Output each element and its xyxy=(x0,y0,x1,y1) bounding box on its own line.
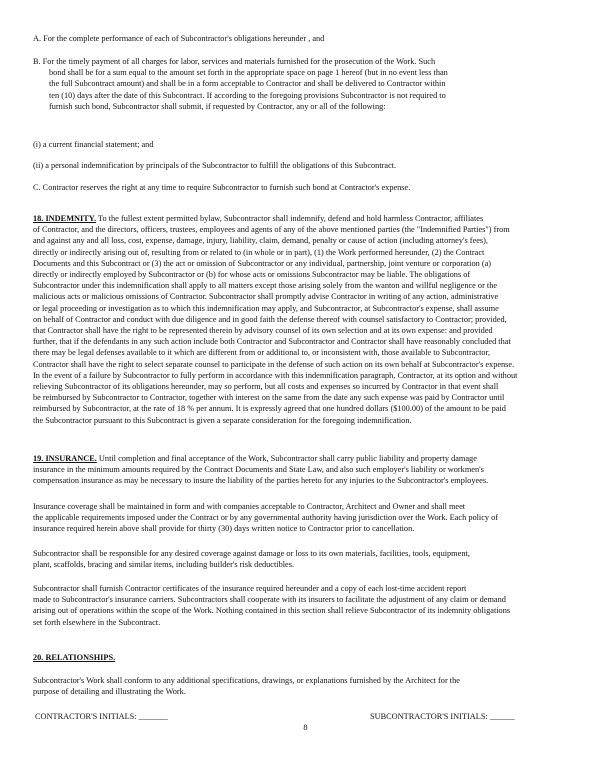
item-ii: (ii) a personal indemnification by principals of the Subcontractor to fulfill the obligations of this Subcontract. xyxy=(33,161,397,170)
clause-b-line: ten (10) days after the date of this Subcontract. If according to the foregoing provisions Subcontractor is not required to xyxy=(49,90,446,100)
section-18-line: or legal proceeding or investigation as to which this indemnification may apply, and Subcontractor, at Subcontractor's expense, shall assume xyxy=(33,303,499,313)
section-18-line xyxy=(33,213,578,224)
section-18-line: malicious acts or malicious omissions of Contractor. Subcontractor shall promptly advise Contractor in writing of any action, administrative xyxy=(33,292,499,302)
paragraph-line: Subcontractor shall be responsible for any desired coverage against damage or loss to its own materials, facilities, tools, equipment, xyxy=(33,549,470,558)
section-18-line: be reimbursed by Subcontractor to Contractor, together with interest on the same from the date any such expense was paid by Contractor until xyxy=(33,393,505,403)
insurance-coverage-paragraph xyxy=(33,501,578,535)
own-coverage-paragraph xyxy=(33,548,578,570)
section-20-line: Subcontractor's Work shall conform to any additional specifications, drawings, or explanations furnished by the Architect for the xyxy=(33,676,460,685)
document-page xyxy=(33,0,578,776)
section-18-line: there may be legal defenses available to it which are different from or additional to, or inconsistent with, those available to Subcontractor, xyxy=(33,348,491,358)
subcontractor-initials: SUBCONTRACTOR'S INITIALS: ______ xyxy=(370,712,515,721)
clause-b xyxy=(33,56,578,112)
paragraph-line: insurance required herein above shall provide for thirty (30) days written notice to Contractor prior to cancellation. xyxy=(33,524,415,534)
section-18-indemnity xyxy=(33,213,578,426)
clause-b-line: furnish such bond, Subcontractor shall submit, if requested by Contractor, any or all of the following: xyxy=(49,101,386,111)
section-18-line: and against any and all loss, cost, expense, damage, injury, liability, claim, demand, penalty or cause of action (including attorney's fees), xyxy=(33,236,488,246)
item-i: (i) a current financial statement; and xyxy=(33,140,154,149)
section-19-line xyxy=(33,453,578,464)
section-18-line: reimbursed by Subcontractor, at the rate of 18 % per annum. It is expressly agreed that one hundred dollars ($100.00) of the amount to be paid xyxy=(33,404,506,414)
section-19-text: Until completion and final acceptance of the Work, Subcontractor shall carry public liability and property damage xyxy=(96,454,477,463)
clause-a: A. For the complete performance of each of Subcontractor's obligations hereunder , and xyxy=(33,34,325,43)
section-18-line: directly or indirectly employed by Subcontractor or (b) for whose acts or omissions Subcontractor may be liable. The obligations of xyxy=(33,270,471,280)
section-18-line: relieving Subcontractor of its obligations hereunder, may so perform, but all costs and expenses so incurred by Contractor in that event shall xyxy=(33,382,499,392)
section-18-line: further, that if the defendants in any such action include both Contractor and Subcontractor and Contractor shall have reasonably concluded that xyxy=(33,337,511,347)
section-20-line: purpose of detailing and illustrating the Work. xyxy=(33,687,186,697)
section-18-line: of Contractor, and the directors, officers, trustees, employees and agents of any of the above mentioned parties (the "Indemnified Parties") from xyxy=(33,225,510,235)
section-18-line: the Subcontractor pursuant to this Subcontract is given a separate consideration for the foregoing indemnification. xyxy=(33,415,412,425)
section-19-line: compensation insurance as may be necessary to insure the liability of the parties hereto for any injuries to the Subcontractor's employees. xyxy=(33,476,489,486)
clause-b-body xyxy=(33,67,578,112)
certificates-paragraph xyxy=(33,583,578,628)
section-20-heading: 20. RELATIONSHIPS. xyxy=(33,653,116,662)
section-19-insurance xyxy=(33,453,578,487)
clause-c: C. Contractor reserves the right at any time to require Subcontractor to furnish such bond at Contractor's expense. xyxy=(33,183,411,192)
paragraph-line: set forth elsewhere in the Subcontract. xyxy=(33,617,161,627)
section-18-line: In the event of a failure by Subcontractor to fully perform in accordance with this indemnification paragraph, Contractor, at its option and without xyxy=(33,370,518,380)
section-20-relationships xyxy=(33,675,578,697)
section-19-line: insurance in the minimum amounts required by the Contract Documents and State Law, and also such employer's liability or workmen's xyxy=(33,465,484,475)
section-18-line: that Contractor shall have the right to be represented therein by advisory counsel of its own selection and at its own expense: and provided xyxy=(33,326,493,336)
paragraph-line: arising out of operations within the scope of the Work. Nothing contained in this section shall relieve Subcontractor of its indemnity obligations xyxy=(33,606,511,616)
paragraph-line: Insurance coverage shall be maintained in form and with companies acceptable to Contractor, Architect and Owner and shall meet xyxy=(33,502,466,511)
page-number: 8 xyxy=(303,723,308,732)
section-18-line: Contractor shall have the right to select separate counsel to participate in the defense of such action on its own behalf at Subcontractor's expense. xyxy=(33,359,515,369)
paragraph-line: the applicable requirements imposed under the Contract or by any governmental authority having jurisdiction over the Work. Each policy of xyxy=(33,513,499,523)
clause-b-line: B. For the timely payment of all charges for labor, services and materials furnished for the prosecution of the Work. Such xyxy=(33,57,436,66)
clause-b-line: the full Subcontract amount) and shall be in a form acceptable to Contractor and shall be delivered to Contractor within xyxy=(49,79,446,89)
section-18-line: on behalf of Contractor and conduct with due diligence and in good faith the defense thereof with counsel satisfactory to Contractor; provided, xyxy=(33,314,507,324)
section-18-line: directly or indirectly arising out of, resulting from or related to (in whole or in part), (1) the Work performed hereunder, (2) the Contract xyxy=(33,247,485,257)
paragraph-line: made to Subcontractor's insurance carriers. Subcontractors shall cooperate with its insurers to facilitate the adjustment of any claim or demand xyxy=(33,595,506,605)
contractor-initials: CONTRACTOR'S INITIALS: _______ xyxy=(35,712,168,721)
section-18-line: Subcontractor under this indemnification shall apply to all matters except those arising solely from the wanton and willful negligence or the xyxy=(33,281,498,291)
section-18-heading: 18. INDEMNITY. xyxy=(33,214,97,223)
section-19-heading: 19. INSURANCE. xyxy=(33,454,97,463)
section-18-text: To the fullest extent permitted bylaw, Subcontractor shall indemnify, defend and hold harmless Contractor, affiliates xyxy=(96,214,484,223)
clause-b-line: bond shall be for a sum equal to the amount set forth in the appropriate space on page 1 hereof (but in no event less than xyxy=(49,68,448,78)
paragraph-line: plant, scaffolds, bracing and similar items, including builder's risk deductibles. xyxy=(33,560,295,570)
paragraph-line: Subcontractor shall furnish Contractor certificates of the insurance required hereunder and a copy of each lost-time accident report xyxy=(33,584,467,593)
section-18-line: Documents and this Subcontract or (3) the act or omission of Subcontractor or any individual, partnership, joint venture or corporation (a) xyxy=(33,258,492,268)
